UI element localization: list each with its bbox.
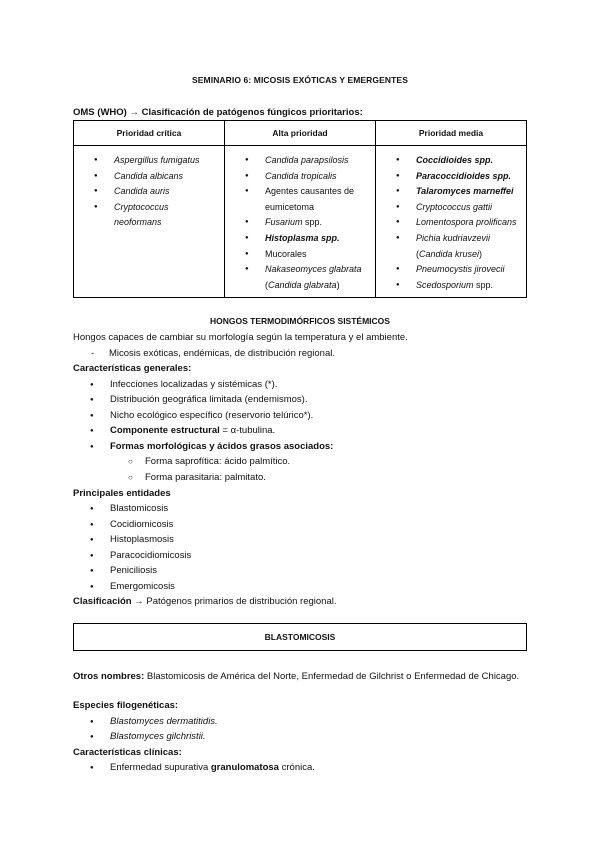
list-item: ● Mucorales xyxy=(239,247,369,263)
oms-classification-label: OMS (WHO) → Clasificación de patógenos fúngicos prioritarios: xyxy=(73,107,363,118)
especies-label: Especies filogenéticas: xyxy=(73,700,179,711)
principales-entidades-label: Principales entidades xyxy=(73,488,171,499)
list-item: ● Lomentospora prolificans xyxy=(390,215,520,231)
list-item: ● Agentes causantes de eumicetoma xyxy=(239,184,369,215)
list-item: ● Candida auris xyxy=(88,184,218,200)
col-critica xyxy=(74,146,225,298)
list-item: ● Infecciones localizadas y sistémicas (*). xyxy=(90,379,278,390)
list-item: ● Nakaseomyces glabrata (Candida glabrata) xyxy=(239,262,369,293)
list-item: ● Blastomicosis xyxy=(90,503,169,514)
list-item: ● Cryptococcus neoformans xyxy=(88,200,218,231)
caract-clinicas-label: Características clínicas: xyxy=(73,747,182,758)
col-alta xyxy=(225,146,376,298)
list-item: ● Paracocidiomicosis xyxy=(90,550,192,561)
list-item: ● Candida tropicalis xyxy=(239,169,369,185)
list-item: ● Emergomicosis xyxy=(90,581,175,592)
page-title: SEMINARIO 6: MICOSIS EXÓTICAS Y EMERGENTES xyxy=(192,75,408,85)
list-item: ● Aspergillus fumigatus xyxy=(88,153,218,169)
termodimorficos-heading: HONGOS TERMODIMÓRFICOS SISTÉMICOS xyxy=(210,316,390,326)
header-prioridad-critica: Prioridad crítica xyxy=(74,121,225,146)
clasificacion-line: Clasificación → Patógenos primarios de distribución regional. xyxy=(73,596,337,607)
header-prioridad-media: Prioridad media xyxy=(376,121,527,146)
otros-nombres-paragraph: Otros nombres: Blastomicosis de América del Norte, Enfermedad de Gilchrist o Enfermedad de Chicago. xyxy=(73,671,520,682)
sub-list-item: ○ Forma parasitaria: palmitato. xyxy=(128,472,266,483)
header-alta-prioridad: Alta prioridad xyxy=(225,121,376,146)
list-item: ● Histoplasma spp. xyxy=(239,231,369,247)
list-item: ● Pichia kudriavzevii (Candida krusei) xyxy=(390,231,520,262)
col-media xyxy=(376,146,527,298)
termo-dash-item: - Micosis exóticas, endémicas, de distribución regional. xyxy=(91,348,335,359)
list-item: ● Cocidiomicosis xyxy=(90,519,174,530)
list-item: ● Candida parapsilosis xyxy=(239,153,369,169)
list-item: ● Enfermedad supurativa granulomatosa crónica. xyxy=(90,762,315,773)
list-item: ● Blastomyces gilchristii. xyxy=(90,731,206,742)
list-item: ● Fusarium spp. xyxy=(239,215,369,231)
list-item: ● Componente estructural = α-tubulina. xyxy=(90,425,276,436)
list-item: ● Blastomyces dermatitidis. xyxy=(90,716,218,727)
list-item: ● Candida albicans xyxy=(88,169,218,185)
list-item: ● Talaromyces marneffei xyxy=(390,184,520,200)
list-item: ● Paracoccidioides spp. xyxy=(390,169,520,185)
list-item: ● Pneumocystis jirovecii xyxy=(390,262,520,278)
sub-list-item: ○ Forma saprofítica: ácido palmítico. xyxy=(128,456,291,467)
termo-intro: Hongos capaces de cambiar su morfología según la temperatura y el ambiente. xyxy=(73,332,408,343)
list-item: ● Distribución geográfica limitada (endemismos). xyxy=(90,394,308,405)
blastomicosis-heading-box: BLASTOMICOSIS xyxy=(73,623,527,651)
list-item: ● Coccidioides spp. xyxy=(390,153,520,169)
list-item: ● Peniciliosis xyxy=(90,565,157,576)
list-item: ● Cryptococcus gattii xyxy=(390,200,520,216)
list-item: ● Formas morfológicas y ácidos grasos asociados: xyxy=(90,441,334,452)
priority-table xyxy=(73,120,527,298)
list-item: ● Scedosporium spp. xyxy=(390,278,520,294)
list-item: ● Nicho ecológico específico (reservorio telúrico*). xyxy=(90,410,314,421)
caract-generales-label: Características generales: xyxy=(73,363,192,374)
list-item: ● Histoplasmosis xyxy=(90,534,174,545)
